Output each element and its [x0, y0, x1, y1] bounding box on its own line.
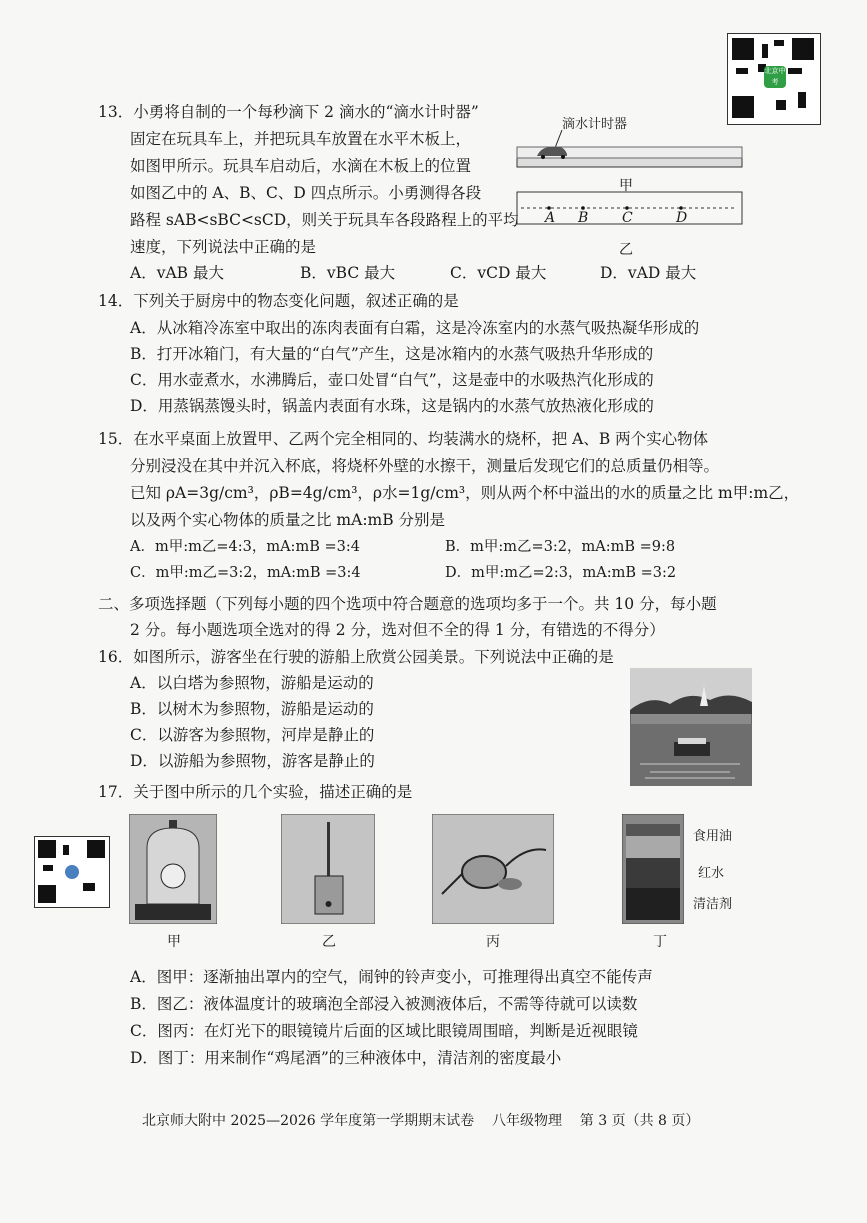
q14-option-d: D．用蒸锅蒸馒头时，锅盖内表面有水珠，这是锅内的水蒸气放热液化形成的 — [130, 397, 654, 415]
q17-option-a: A．图甲：逐渐抽出罩内的空气，闹钟的铃声变小，可推理得出真空不能传声 — [130, 968, 653, 986]
q13-line-2: 固定在玩具车上，并把玩具车放置在水平木板上， — [130, 130, 472, 148]
q15-option-a: A．m甲:m乙=4:3，mA:mB =3:4 — [130, 539, 360, 555]
q14-stem: 14．下列关于厨房中的物态变化问题，叙述正确的是 — [98, 292, 459, 310]
point-b: B — [578, 210, 589, 226]
q15-line-2: 分别浸没在其中并沉入杯底，将烧杯外壁的水擦干，测量后发现它们的总质量仍相等。 — [130, 457, 720, 475]
section-2-heading-line-1: 二、多项选择题（下列每小题的四个选项中符合题意的选项均多于一个。共 10 分，每小题 — [98, 595, 717, 613]
q17-option-c: C．图丙：在灯光下的眼镜镜片后面的区域比眼镜周围暗，判断是近视眼镜 — [130, 1022, 638, 1040]
q15-option-b: B．m甲:m乙=3:2，mA:mB =9:8 — [445, 539, 676, 555]
q15-option-d: D．m甲:m乙=2:3，mA:mB =3:2 — [445, 565, 677, 581]
figure-label-yi: 乙 — [619, 242, 633, 258]
q13-line-6: 速度，下列说法中正确的是 — [130, 238, 317, 256]
q13-option-a: A．vAB 最大 — [130, 264, 224, 282]
q15-line-3: 已知 ρA=3g/cm³，ρB=4g/cm³，ρ水=1g/cm³，则从两个杯中溢出的水的质量之比 m甲:m乙， — [130, 484, 800, 502]
q14-option-c: C．用水壶煮水，水沸腾后，壶口处冒“白气”，这是壶中的水吸热汽化形成的 — [130, 371, 654, 389]
q17-figure-label-bing: 丙 — [486, 934, 500, 950]
liquid-label-oil: 食用油 — [693, 829, 733, 844]
qr-code-left — [34, 836, 110, 908]
q14-option-a: A．从冰箱冷冻室中取出的冻肉表面有白霜，这是冷冻室内的水蒸气吸热凝华形成的 — [130, 319, 700, 337]
figure-bell-jar-photo — [129, 814, 217, 924]
figure-title-drip-timer: 滴水计时器 — [562, 117, 628, 132]
figure-glasses-photo — [432, 814, 554, 924]
q15-line-1: 15．在水平桌面上放置甲、乙两个完全相同的、均装满水的烧杯，把 A、B 两个实心物体 — [98, 430, 709, 448]
q16-option-b: B．以树木为参照物，游船是运动的 — [130, 700, 374, 718]
q13-line-1: 13．小勇将自制的一个每秒滴下 2 滴水的“滴水计时器” — [98, 103, 479, 121]
boat-lake-photo — [630, 668, 752, 786]
q13-line-3: 如图甲所示。玩具车启动后，水滴在木板上的位置 — [130, 157, 472, 175]
section-2-heading-line-2: 2 分。每小题选项全选对的得 2 分，选对但不全的得 1 分，有错选的不得分） — [130, 621, 665, 639]
q17-option-d: D．图丁：用来制作“鸡尾酒”的三种液体中，清洁剂的密度最小 — [130, 1049, 562, 1067]
page-footer: 北京师大附中 2025—2026 学年度第一学期期末试卷 八年级物理 第 3 页（共 8 页） — [142, 1113, 700, 1129]
point-a: A — [545, 210, 556, 226]
q17-option-b: B．图乙：液体温度计的玻璃泡全部浸入被测液体后，不需等待就可以读数 — [130, 995, 638, 1013]
q15-line-4: 以及两个实心物体的质量之比 mA:mB 分别是 — [130, 511, 446, 529]
q17-stem: 17．关于图中所示的几个实验，描述正确的是 — [98, 783, 413, 801]
q14-option-b: B．打开冰箱门，有大量的“白气”产生，这是冰箱内的水蒸气吸热升华形成的 — [130, 345, 654, 363]
q16-stem: 16．如图所示，游客坐在行驶的游船上欣赏公园美景。下列说法中正确的是 — [98, 648, 614, 666]
q17-figure-label-ding: 丁 — [653, 934, 667, 950]
figure-label-jia: 甲 — [619, 178, 633, 194]
q16-option-c: C．以游客为参照物，河岸是静止的 — [130, 726, 375, 744]
drip-timer-board — [515, 128, 745, 178]
q13-line-4: 如图乙中的 A、B、C、D 四点所示。小勇测得各段 — [130, 184, 482, 202]
q13-line-5: 路程 sAB<sBC<sCD，则关于玩具车各段路程上的平均 — [130, 211, 519, 229]
qr-badge: 北京中考 — [764, 67, 786, 86]
point-c: C — [622, 210, 633, 226]
q17-figure-label-jia: 甲 — [167, 934, 181, 950]
q16-option-d: D．以游船为参照物，游客是静止的 — [130, 752, 375, 770]
liquid-label-detergent: 清洁剂 — [693, 897, 733, 912]
figure-thermometer-photo — [281, 814, 375, 924]
q13-option-c: C．vCD 最大 — [450, 264, 547, 282]
figure-cocktail-photo — [622, 814, 684, 924]
q13-option-d: D．vAD 最大 — [600, 264, 697, 282]
q17-figure-label-yi: 乙 — [322, 934, 336, 950]
q13-option-b: B．vBC 最大 — [300, 264, 396, 282]
liquid-label-red-water: 红水 — [698, 866, 725, 881]
point-d: D — [676, 210, 688, 226]
q16-option-a: A．以白塔为参照物，游船是运动的 — [130, 674, 374, 692]
qr-code-top — [727, 33, 821, 125]
q15-option-c: C．m甲:m乙=3:2，mA:mB =3:4 — [130, 565, 361, 581]
